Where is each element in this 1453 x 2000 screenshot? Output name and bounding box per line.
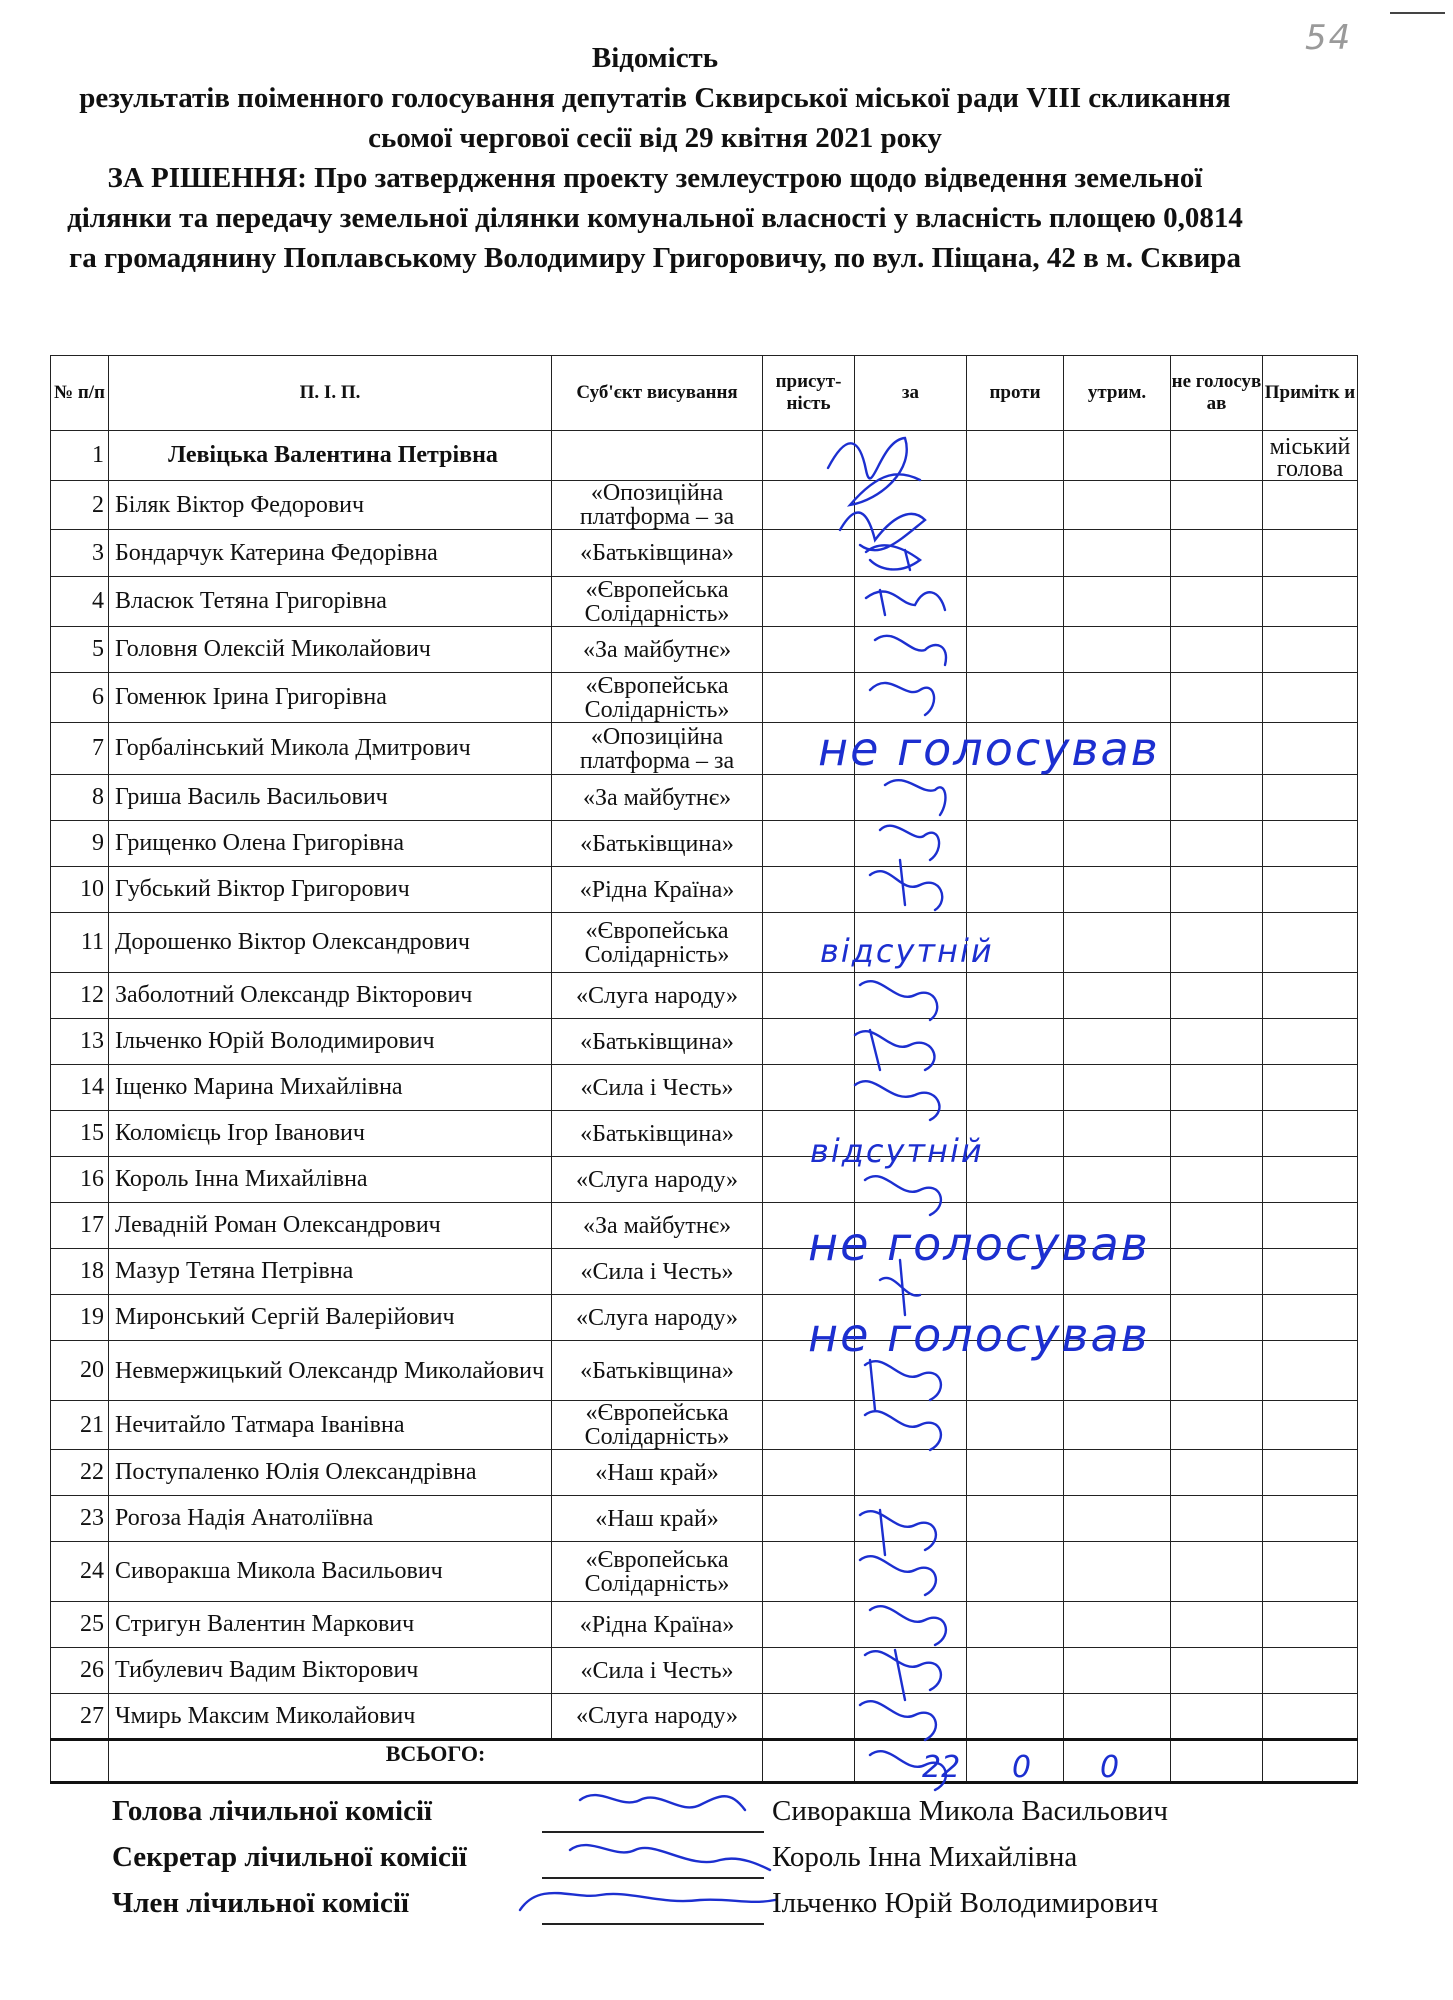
corner-mark [1390,12,1445,14]
abstain-cell [1064,867,1171,913]
note-cell [1263,913,1358,973]
abstain-cell [1064,1401,1171,1450]
not-voted-cell [1171,1694,1263,1740]
not-voted-cell [1171,431,1263,481]
present-cell [763,481,855,530]
deputy-name: Ільченко Юрій Володимирович [109,1019,552,1065]
note-cell: міський голова [1263,431,1358,481]
abstain-cell [1064,627,1171,673]
present-cell [763,1019,855,1065]
table-row [51,1249,1358,1295]
abstain-cell [1064,1694,1171,1740]
table-row [51,1401,1358,1450]
abstain-cell [1064,1019,1171,1065]
row-number: 10 [51,867,109,913]
present-cell [763,530,855,577]
present-cell [763,973,855,1019]
nominating-party: «Батьківщина» [552,1341,763,1401]
not-voted-cell [1171,867,1263,913]
row-number: 24 [51,1542,109,1602]
deputy-name: Левіцька Валентина Петрівна [109,431,552,481]
commission-role: Голова лічильної комісії [112,1795,433,1827]
note-cell [1263,530,1358,577]
deputy-name: Рогоза Надія Анатоліївна [109,1496,552,1542]
row-number: 18 [51,1249,109,1295]
handwritten-absent-11: відсутній [820,932,994,970]
present-cell [763,1602,855,1648]
nominating-party: «Батьківщина» [552,1019,763,1065]
for-cell [855,1065,967,1111]
not-voted-cell [1171,821,1263,867]
for-cell [855,577,967,627]
nominating-party: «Сила і Честь» [552,1648,763,1694]
note-cell [1263,1203,1358,1249]
table-row [51,530,1358,577]
nominating-party: «Європейська Солідарність» [552,673,763,723]
row-number: 17 [51,1203,109,1249]
handwritten-not-voted-17: не голосував [808,1217,1150,1271]
nominating-party: «Рідна Країна» [552,1602,763,1648]
commission-row [112,1841,1262,1887]
nominating-party: «За майбутнє» [552,775,763,821]
abstain-cell [1064,431,1171,481]
not-voted-cell [1171,1401,1263,1450]
table-row [51,431,1358,481]
for-cell [855,530,967,577]
note-cell [1263,723,1358,775]
abstain-cell [1064,1496,1171,1542]
commission-row [112,1795,1262,1841]
against-cell [967,821,1064,867]
table-row [51,1295,1358,1341]
deputy-name: Горбалінський Микола Дмитрович [109,723,552,775]
header-against: проти [967,356,1064,431]
header-num: № п/п [51,356,109,431]
row-number: 7 [51,723,109,775]
commission-role: Секретар лічильної комісії [112,1841,467,1873]
row-number: 20 [51,1341,109,1401]
not-voted-cell [1171,577,1263,627]
not-voted-cell [1171,775,1263,821]
for-cell [855,1450,967,1496]
row-number: 9 [51,821,109,867]
commission-person: Ільченко Юрій Володимирович [772,1887,1159,1919]
header-not-voted: не голосув ав [1171,356,1263,431]
voting-table [50,355,1358,1784]
deputy-name: Гриша Василь Васильович [109,775,552,821]
nominating-party [552,431,763,481]
note-cell [1263,1450,1358,1496]
commission-role: Член лічильної комісії [112,1887,409,1919]
table-row [51,673,1358,723]
for-cell [855,1542,967,1602]
note-cell [1263,1111,1358,1157]
not-voted-cell [1171,673,1263,723]
row-number: 4 [51,577,109,627]
against-cell [967,1019,1064,1065]
total-for-value: 22 [922,1750,961,1785]
not-voted-cell [1171,1019,1263,1065]
note-cell [1263,1694,1358,1740]
against-cell [967,530,1064,577]
for-cell [855,1648,967,1694]
note-cell [1263,821,1358,867]
note-cell [1263,1249,1358,1295]
nominating-party: «Європейська Солідарність» [552,1542,763,1602]
nominating-party: «Сила і Честь» [552,1065,763,1111]
not-voted-cell [1171,1496,1263,1542]
for-cell [855,431,967,481]
abstain-cell [1064,577,1171,627]
header-party: Суб'єкт висування [552,356,763,431]
total-label: ВСЬОГО: [109,1740,763,1783]
deputy-name: Невмержицький Олександр Миколайович [109,1341,552,1401]
table-row [51,1648,1358,1694]
deputy-name: Бондарчук Катерина Федорівна [109,530,552,577]
abstain-cell [1064,1065,1171,1111]
row-number: 19 [51,1295,109,1341]
table-row [51,1542,1358,1602]
against-cell [967,1542,1064,1602]
header-line-5: га громадянину Поплавському Володимиру Григоровичу, по вул. Піщана, 42 в м. Сквира [69,242,1241,274]
nominating-party: «За майбутнє» [552,627,763,673]
commission-row [112,1887,1262,1933]
deputy-name: Мазур Тетяна Петрівна [109,1249,552,1295]
deputy-name: Губський Віктор Григорович [109,867,552,913]
nominating-party: «Європейська Солідарність» [552,913,763,973]
handwritten-not-voted-19: не голосував [808,1308,1150,1362]
table-row [51,1203,1358,1249]
abstain-cell [1064,1111,1171,1157]
against-cell [967,431,1064,481]
present-cell [763,431,855,481]
header-line-3: ЗА РІШЕННЯ: Про затвердження проекту землеустрою щодо відведення земельної [107,162,1203,194]
for-cell [855,1602,967,1648]
for-cell [855,973,967,1019]
abstain-cell [1064,1648,1171,1694]
note-cell [1263,1019,1358,1065]
table-row [51,1450,1358,1496]
not-voted-cell [1171,1648,1263,1694]
for-cell [855,627,967,673]
nominating-party: «Слуга народу» [552,1157,763,1203]
note-cell [1263,481,1358,530]
against-cell [967,1496,1064,1542]
nominating-party: «Слуга народу» [552,1694,763,1740]
row-number: 3 [51,530,109,577]
present-cell [763,1496,855,1542]
row-number: 1 [51,431,109,481]
not-voted-cell [1171,723,1263,775]
deputy-name: Нечитайло Татмара Іванівна [109,1401,552,1450]
row-number: 6 [51,673,109,723]
table-row [51,1157,1358,1203]
header-note: Примітк и [1263,356,1358,431]
row-number: 2 [51,481,109,530]
not-voted-cell [1171,1341,1263,1401]
deputy-name: Коломієць Ігор Іванович [109,1111,552,1157]
commission-person: Король Інна Михайлівна [772,1841,1078,1873]
deputy-name: Стригун Валентин Маркович [109,1602,552,1648]
present-cell [763,627,855,673]
note-cell [1263,1542,1358,1602]
note-cell [1263,973,1358,1019]
deputy-name: Іщенко Марина Михайлівна [109,1065,552,1111]
against-cell [967,1602,1064,1648]
deputy-name: Миронський Сергій Валерійович [109,1295,552,1341]
against-cell [967,673,1064,723]
note-cell [1263,577,1358,627]
abstain-cell [1064,673,1171,723]
nominating-party: «Слуга народу» [552,1295,763,1341]
present-cell [763,867,855,913]
abstain-cell [1064,1157,1171,1203]
present-cell [763,1065,855,1111]
against-cell [967,973,1064,1019]
against-cell [967,1065,1064,1111]
against-cell [967,627,1064,673]
row-number: 14 [51,1065,109,1111]
document-title: Відомість [591,42,719,74]
nominating-party: «Сила і Честь» [552,1249,763,1295]
row-number: 26 [51,1648,109,1694]
table-row [51,1694,1358,1740]
deputy-name: Король Інна Михайлівна [109,1157,552,1203]
table-row [51,1065,1358,1111]
deputy-name: Сиворакша Микола Васильович [109,1542,552,1602]
deputy-name: Грищенко Олена Григорівна [109,821,552,867]
abstain-cell [1064,1542,1171,1602]
table-row [51,867,1358,913]
note-cell [1263,627,1358,673]
row-number: 23 [51,1496,109,1542]
against-cell [967,775,1064,821]
note-cell [1263,1295,1358,1341]
note-cell [1263,1602,1358,1648]
table-header-row [51,356,1358,431]
present-cell [763,1401,855,1450]
table-row [51,1602,1358,1648]
deputy-name: Чмирь Максим Миколайович [109,1694,552,1740]
total-row [51,1740,1358,1783]
deputy-name: Біляк Віктор Федорович [109,481,552,530]
nominating-party: «За майбутнє» [552,1203,763,1249]
header-present: присут-ність [763,356,855,431]
row-number: 21 [51,1401,109,1450]
for-cell [855,481,967,530]
nominating-party: «Рідна Країна» [552,867,763,913]
abstain-cell [1064,530,1171,577]
nominating-party: «Опозиційна платформа – за [552,481,763,530]
for-cell [855,775,967,821]
table-row [51,775,1358,821]
header-line-4: ділянки та передачу земельної ділянки комунальної власності у власність площею 0,0814 [67,202,1243,234]
header-line-1: результатів поіменного голосування депутатів Сквирської міської ради VIII скликання [79,82,1231,114]
note-cell [1263,1065,1358,1111]
abstain-cell [1064,821,1171,867]
nominating-party: «Батьківщина» [552,821,763,867]
deputy-name: Власюк Тетяна Григорівна [109,577,552,627]
note-cell [1263,1157,1358,1203]
not-voted-cell [1171,1203,1263,1249]
for-cell [855,1694,967,1740]
table-row [51,577,1358,627]
present-cell [763,577,855,627]
row-number: 8 [51,775,109,821]
present-cell [763,775,855,821]
row-number: 13 [51,1019,109,1065]
present-cell [763,1542,855,1602]
note-cell [1263,1496,1358,1542]
deputy-name: Заболотний Олександр Вікторович [109,973,552,1019]
not-voted-cell [1171,530,1263,577]
not-voted-cell [1171,1295,1263,1341]
abstain-cell [1064,973,1171,1019]
not-voted-cell [1171,913,1263,973]
against-cell [967,867,1064,913]
nominating-party: «Батьківщина» [552,530,763,577]
against-cell [967,1648,1064,1694]
total-abstain-value: 0 [1100,1750,1120,1785]
present-cell [763,1450,855,1496]
note-cell [1263,775,1358,821]
note-cell [1263,1401,1358,1450]
commission-person: Сиворакша Микола Васильович [772,1795,1169,1827]
abstain-cell [1064,775,1171,821]
nominating-party: «Європейська Солідарність» [552,1401,763,1450]
handwritten-absent-15: відсутній [810,1132,984,1170]
total-against-value: 0 [1012,1750,1032,1785]
note-cell [1263,673,1358,723]
abstain-cell [1064,1450,1171,1496]
note-cell [1263,867,1358,913]
abstain-cell [1064,1602,1171,1648]
signature-line [542,1831,764,1833]
present-cell [763,1694,855,1740]
not-voted-cell [1171,973,1263,1019]
deputy-name: Тибулевич Вадим Вікторович [109,1648,552,1694]
table-row [51,723,1358,775]
not-voted-cell [1171,1157,1263,1203]
header-name: П. І. П. [109,356,552,431]
header-line-2: сьомої чергової сесії від 29 квітня 2021 року [368,122,942,154]
nominating-party: «Європейська Солідарність» [552,577,763,627]
table-row [51,1111,1358,1157]
note-cell [1263,1341,1358,1401]
deputy-name: Левадній Роман Олександрович [109,1203,552,1249]
nominating-party: «Слуга народу» [552,973,763,1019]
for-cell [855,821,967,867]
against-cell [967,1450,1064,1496]
table-row [51,1496,1358,1542]
table-row [51,481,1358,530]
against-cell [967,1694,1064,1740]
counting-commission [112,1795,1262,1933]
not-voted-cell [1171,1249,1263,1295]
deputy-name: Поступаленко Юлія Олександрівна [109,1450,552,1496]
nominating-party: «Опозиційна платформа – за [552,723,763,775]
page-number: 54 [1305,18,1353,58]
table-row [51,821,1358,867]
not-voted-cell [1171,1450,1263,1496]
against-cell [967,577,1064,627]
row-number: 25 [51,1602,109,1648]
table-row [51,1019,1358,1065]
abstain-cell [1064,481,1171,530]
abstain-cell [1064,913,1171,973]
present-cell [763,673,855,723]
table-row [51,627,1358,673]
row-number: 5 [51,627,109,673]
not-voted-cell [1171,1542,1263,1602]
not-voted-cell [1171,1602,1263,1648]
row-number: 27 [51,1694,109,1740]
row-number: 12 [51,973,109,1019]
nominating-party: «Наш край» [552,1450,763,1496]
signature-line [542,1877,764,1879]
header-for: за [855,356,967,431]
row-number: 16 [51,1157,109,1203]
row-number: 15 [51,1111,109,1157]
document-header [40,38,1270,278]
deputy-name: Головня Олексій Миколайович [109,627,552,673]
for-cell [855,1401,967,1450]
table-row [51,913,1358,973]
not-voted-cell [1171,1065,1263,1111]
row-number: 11 [51,913,109,973]
table-row [51,973,1358,1019]
deputy-name: Гоменюк Ірина Григорівна [109,673,552,723]
not-voted-cell [1171,627,1263,673]
nominating-party: «Наш край» [552,1496,763,1542]
header-abstain: утрим. [1064,356,1171,431]
nominating-party: «Батьківщина» [552,1111,763,1157]
for-cell [855,673,967,723]
for-cell [855,1496,967,1542]
against-cell [967,1401,1064,1450]
deputy-name: Дорошенко Віктор Олександрович [109,913,552,973]
for-cell [855,1019,967,1065]
present-cell [763,821,855,867]
note-cell [1263,1648,1358,1694]
not-voted-cell [1171,1111,1263,1157]
not-voted-cell [1171,481,1263,530]
present-cell [763,1648,855,1694]
against-cell [967,481,1064,530]
signature-line [542,1923,764,1925]
for-cell [855,867,967,913]
table-row [51,1341,1358,1401]
row-number: 22 [51,1450,109,1496]
handwritten-not-voted-7: не голосував [818,722,1160,776]
